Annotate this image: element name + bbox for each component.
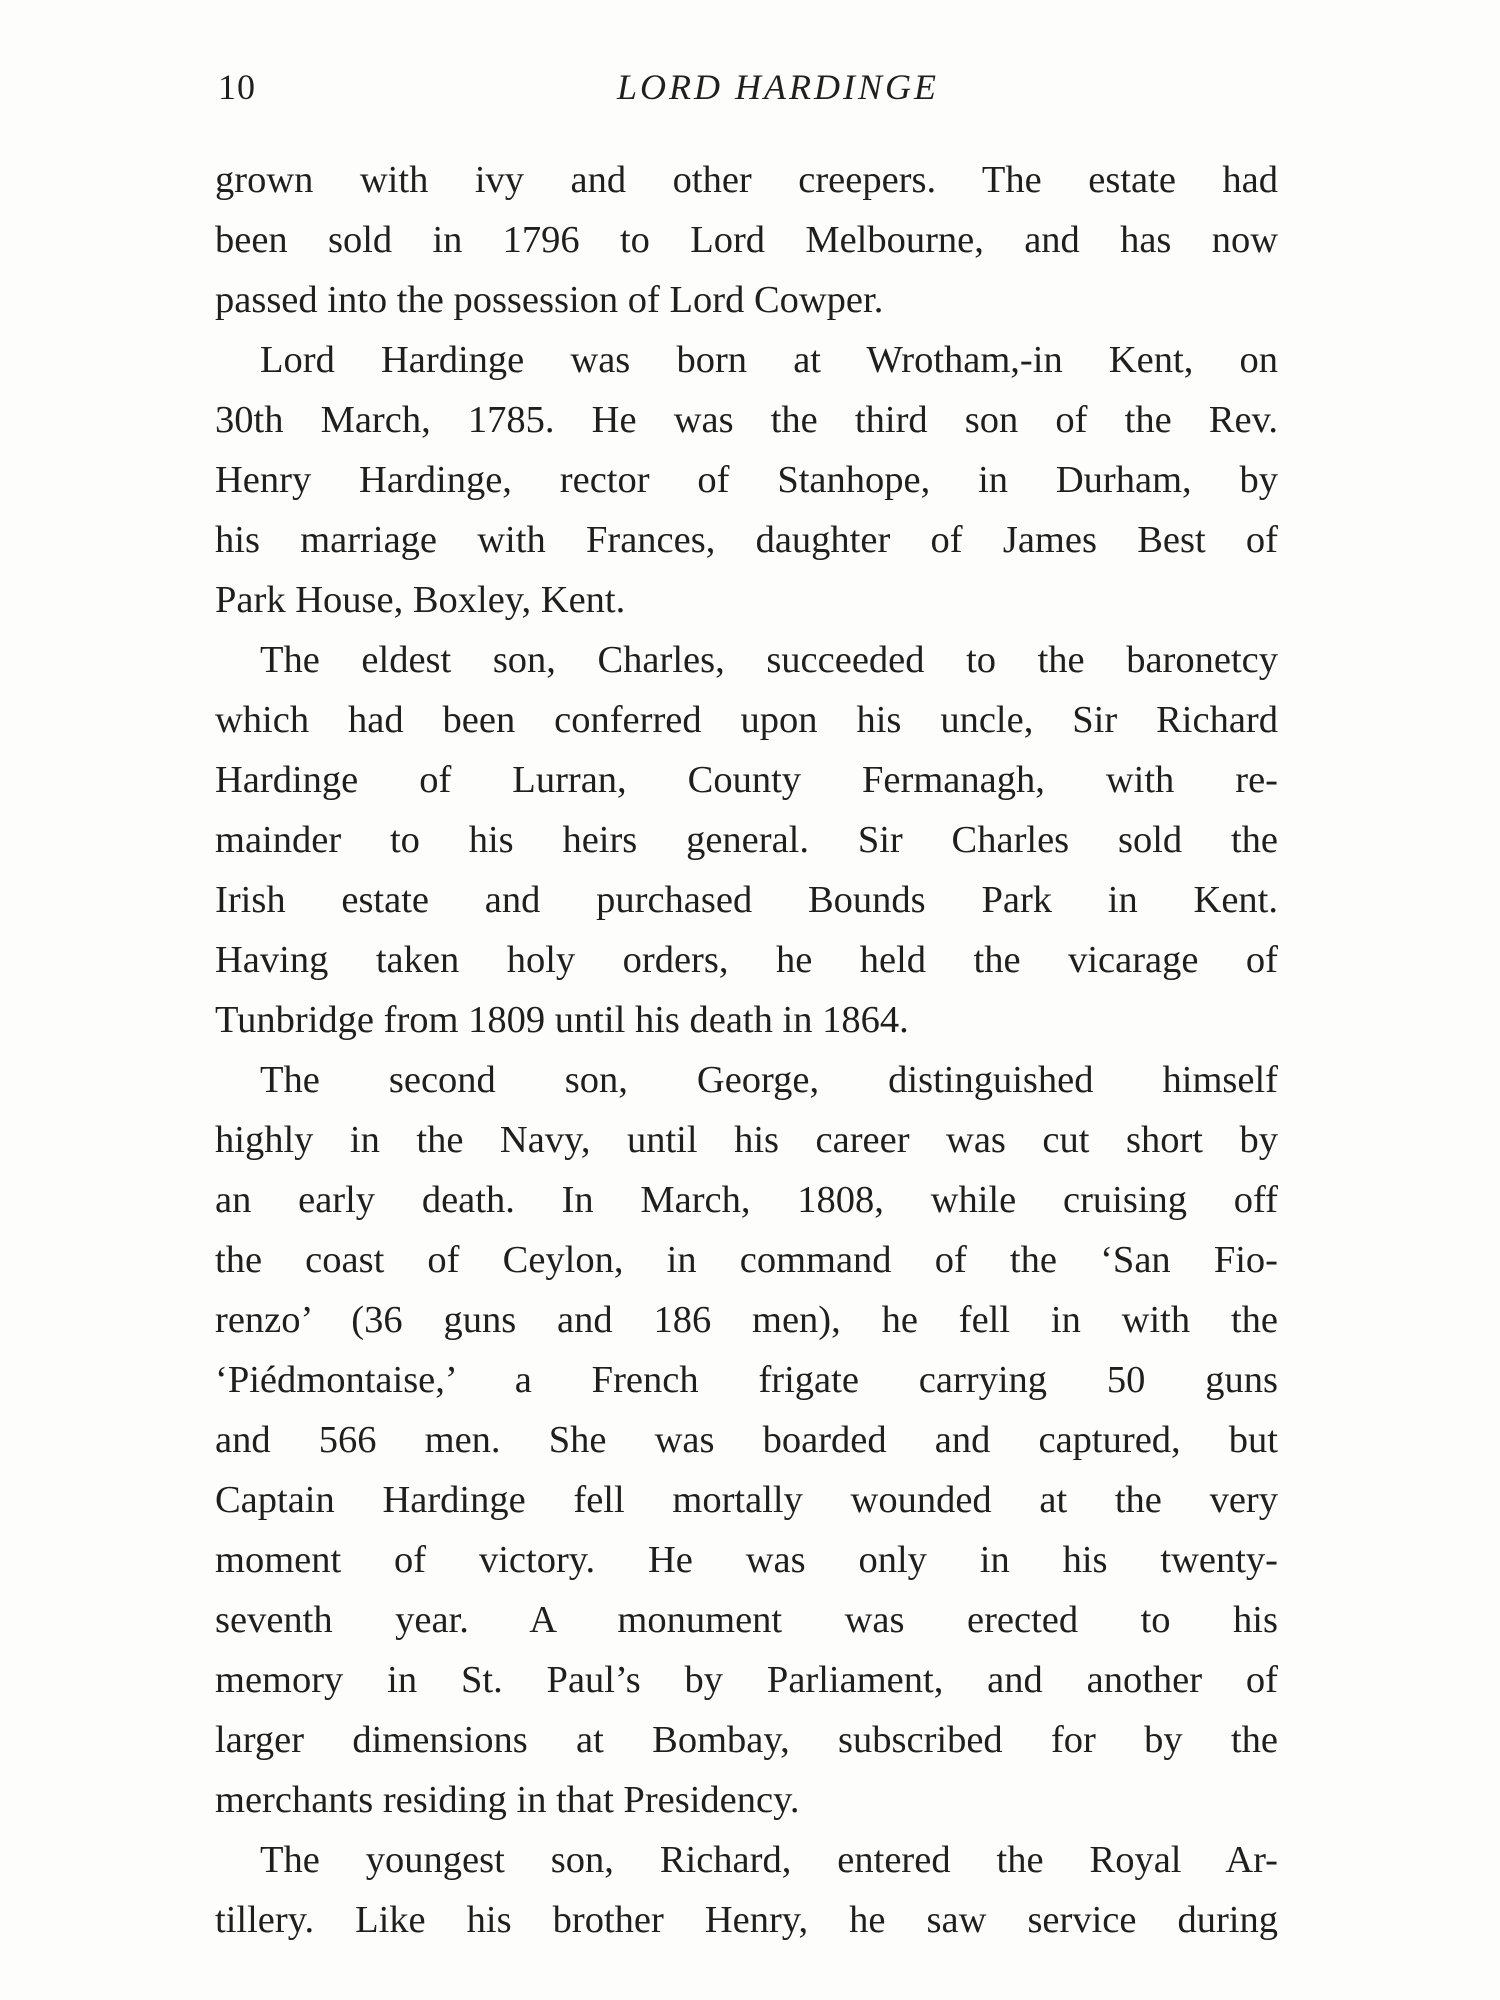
text-line: Lord Hardinge was born at Wrotham,-in Kent, on (260, 339, 1278, 381)
page-header (218, 62, 1278, 112)
text-line: Having taken holy orders, he held the vicarage of (215, 939, 1278, 981)
text-line: Henry Hardinge, rector of Stanhope, in Durham, by (215, 459, 1278, 501)
text-line: The youngest son, Richard, entered the Royal Ar- (260, 1839, 1278, 1881)
text-line: ‘Piédmontaise,’ a French frigate carrying 50 guns (215, 1359, 1278, 1401)
text-line: memory in St. Paul’s by Parliament, and another of (215, 1659, 1278, 1701)
text-line: renzo’ (36 guns and 186 men), he fell in with the (215, 1299, 1278, 1341)
text-line: seventh year. A monument was erected to his (215, 1599, 1278, 1641)
text-line: passed into the possession of Lord Cowper. (215, 279, 884, 321)
text-line: tillery. Like his brother Henry, he saw service during (215, 1899, 1278, 1941)
text-line: larger dimensions at Bombay, subscribed for by the (215, 1719, 1278, 1761)
text-line: Tunbridge from 1809 until his death in 1864. (215, 999, 909, 1041)
text-line: The second son, George, distinguished himself (260, 1059, 1278, 1101)
text-line: moment of victory. He was only in his twenty- (215, 1539, 1278, 1581)
running-title: LORD HARDINGE (617, 67, 939, 107)
body-text (215, 150, 1278, 1950)
text-line: highly in the Navy, until his career was cut short by (215, 1119, 1278, 1161)
text-line: merchants residing in that Presidency. (215, 1779, 800, 1821)
text-line: his marriage with Frances, daughter of James Best of (215, 519, 1278, 561)
text-line: mainder to his heirs general. Sir Charles sold the (215, 819, 1278, 861)
text-line: the coast of Ceylon, in command of the ‘San Fio- (215, 1239, 1278, 1281)
text-line: 30th March, 1785. He was the third son of the Rev. (215, 399, 1278, 441)
text-line: grown with ivy and other creepers. The estate had (215, 159, 1278, 201)
text-line: been sold in 1796 to Lord Melbourne, and has now (215, 219, 1278, 261)
text-line: which had been conferred upon his uncle, Sir Richard (215, 699, 1278, 741)
text-line: an early death. In March, 1808, while cruising off (215, 1179, 1278, 1221)
text-line: Park House, Boxley, Kent. (215, 579, 626, 621)
text-line: Irish estate and purchased Bounds Park in Kent. (215, 879, 1278, 921)
page-number: 10 (218, 67, 256, 107)
text-line: The eldest son, Charles, succeeded to the baronetcy (260, 639, 1278, 681)
text-line: and 566 men. She was boarded and captured, but (215, 1419, 1278, 1461)
text-line: Captain Hardinge fell mortally wounded at the very (215, 1479, 1278, 1521)
text-line: Hardinge of Lurran, County Fermanagh, with re- (215, 759, 1278, 801)
